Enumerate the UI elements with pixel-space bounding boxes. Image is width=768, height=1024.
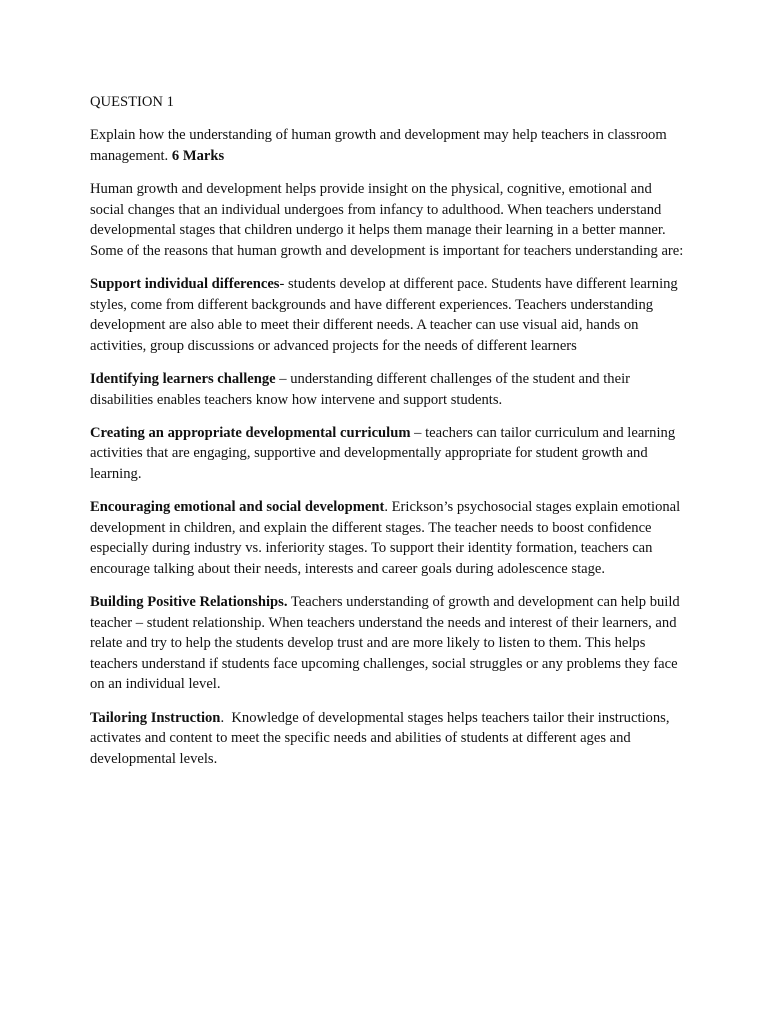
point-term: Tailoring Instruction	[90, 709, 221, 726]
point-body: students develop at different pace. Students have different learning styles, come from different backgrounds and have different experiences. Teachers understanding development are also able to meet their different needs. A teacher can use visual aid, hands on activities, group discussions or advanced projects for the needs of different learners	[90, 275, 678, 354]
point-identifying-learners-challenge	[90, 369, 686, 410]
point-body: teachers can tailor curriculum and learning activities that are engaging, supportive and developmentally appropriate for student growth and learning.	[90, 424, 676, 482]
point-body: Teachers understanding of growth and development can help build teacher – student relationship. When teachers understand the needs and interest of their learners, and relate and try to help the students develop trust and are more likely to listen to them. This helps teachers understand if students face upcoming challenges, social struggles or any problems they face on an individual level.	[90, 594, 680, 693]
question-prompt	[90, 125, 686, 166]
question-label-text: QUESTION 1	[90, 94, 174, 110]
prompt-text: Explain how the understanding of human growth and development may help teachers in classroom management.	[90, 127, 667, 164]
point-separator: .	[220, 709, 232, 726]
point-body: Knowledge of developmental stages helps teachers tailor their instructions, activates and content to meet the specific needs and abilities of students at different ages and developmental levels.	[90, 709, 670, 767]
point-separator: –	[275, 370, 291, 387]
point-separator: .	[384, 499, 392, 516]
point-term: Identifying learners challenge	[90, 370, 276, 387]
point-separator: –	[410, 424, 426, 441]
point-building-relationships	[90, 592, 686, 695]
point-term: Creating an appropriate developmental curriculum	[90, 424, 411, 441]
point-body: understanding different challenges of the student and their disabilities enables teachers know how intervene and support students.	[90, 370, 630, 408]
point-emotional-social-development	[90, 497, 686, 579]
intro-text: Human growth and development helps provide insight on the physical, cognitive, emotional and social changes that an individual undergoes from infancy to adulthood. When teachers understand developmental stages that children undergo it helps them manage their learning in a better manner. Some of the reasons that human growth and development is important for teachers understanding are:	[90, 180, 684, 259]
point-support-individual-differences	[90, 274, 686, 356]
point-tailoring-instruction	[90, 708, 686, 770]
point-term: Encouraging emotional and social development	[90, 499, 385, 516]
point-body: Erickson’s psychosocial stages explain emotional development in children, and explain the different stages. The teacher needs to boost confidence especially during industry vs. inferiority stages. To support their identity formation, teachers can encourage talking about their needs, interests and career goals during adolescence stage.	[90, 499, 681, 577]
document-page	[90, 92, 686, 782]
point-term: Building Positive Relationships.	[90, 594, 288, 611]
point-term: Support individual differences	[90, 275, 280, 292]
intro-paragraph	[90, 179, 686, 261]
question-label	[90, 92, 686, 113]
prompt-marks: 6 Marks	[171, 147, 225, 164]
point-separator: -	[279, 275, 288, 292]
point-creating-curriculum	[90, 423, 686, 485]
